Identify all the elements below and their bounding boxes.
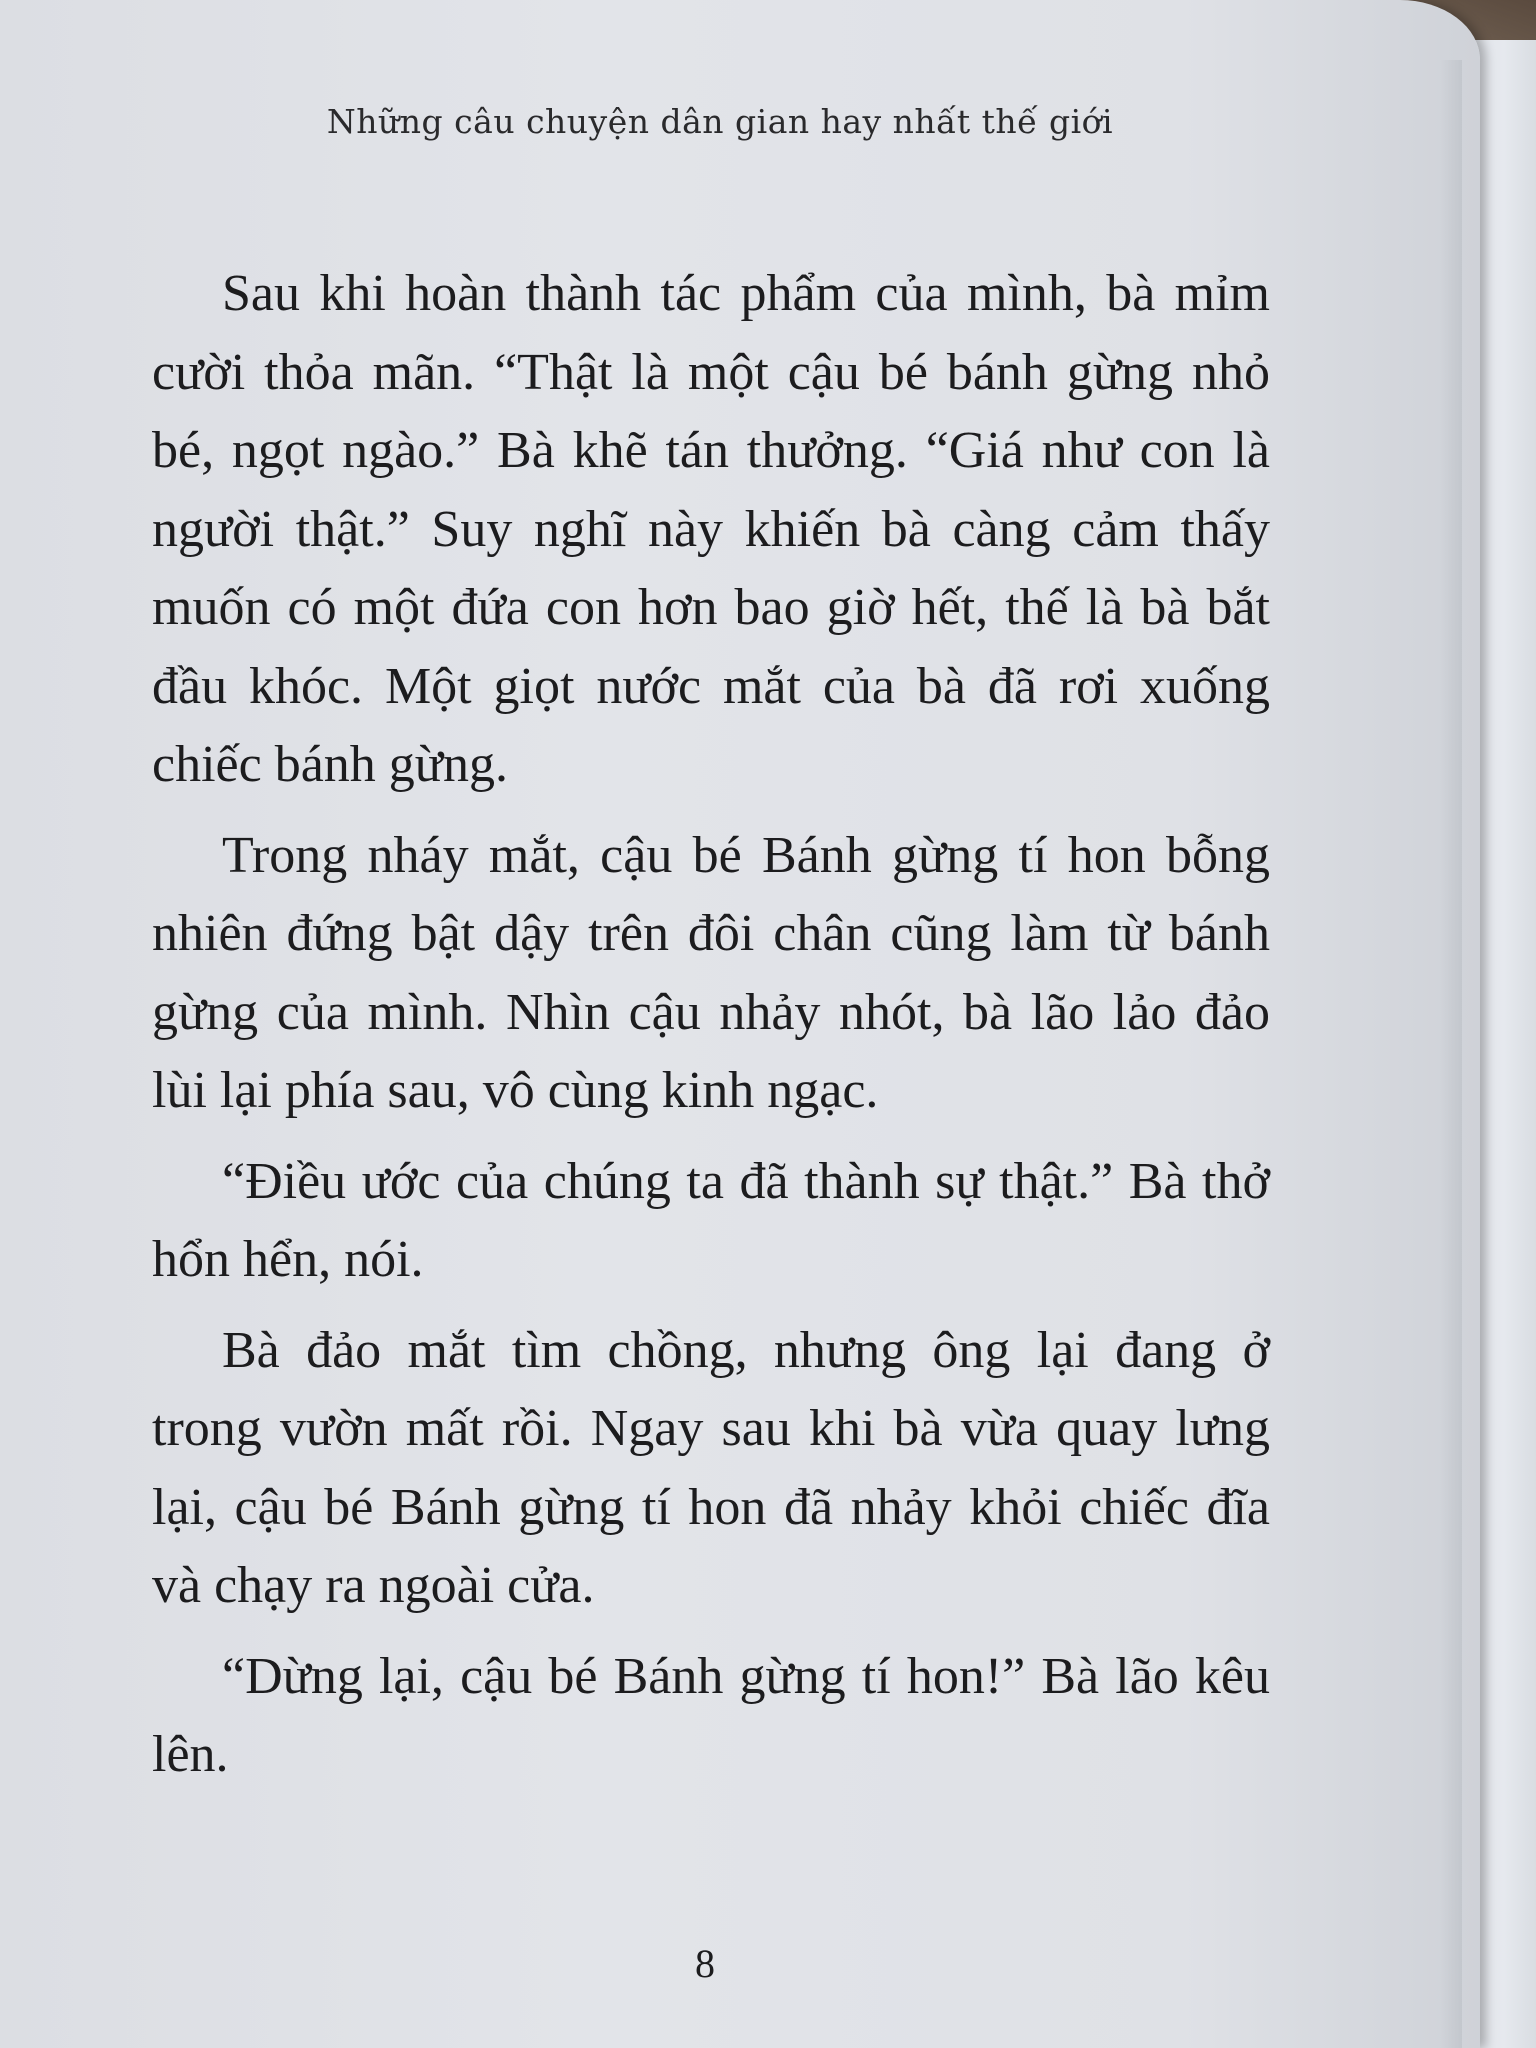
paragraph-3: “Điều ước của chúng ta đã thành sự thật.” Bà thở hổn hển, nói. [152,1152,1270,1288]
paragraph-5: “Dừng lại, cậu bé Bánh gừng tí hon!” Bà lão kêu lên. [152,1647,1270,1783]
page-edge-shadow [1440,60,1462,2048]
paragraph-4: Bà đảo mắt tìm chồng, nhưng ông lại đang ở trong vườn mất rồi. Ngay sau khi bà vừa quay lưng lại, cậu bé Bánh gừng tí hon đã nhảy khỏi chiếc đĩa và chạy ra ngoài cửa. [152,1321,1270,1614]
paragraph-1: Sau khi hoàn thành tác phẩm của mình, bà mỉm cười thỏa mãn. “Thật là một cậu bé bánh gừng nhỏ bé, ngọt ngào.” Bà khẽ tán thưởng. “Giá như con là người thật.” Suy nghĩ này khiến bà càng cảm thấy muốn có một đứa con hơn bao giờ hết, thế là bà bắt đầu khóc. Một giọt nước mắt của bà đã rơi xuống chiếc bánh gừng. [152,265,1270,793]
running-head: Những câu chuyện dân gian hay nhất thế giới [326,102,1114,141]
page-number: 8 [695,1941,715,1986]
page-body [152,255,1270,1807]
paragraph-2: Trong nháy mắt, cậu bé Bánh gừng tí hon bỗng nhiên đứng bật dậy trên đôi chân cũng làm từ bánh gừng của mình. Nhìn cậu nhảy nhót, bà lão lảo đảo lùi lại phía sau, vô cùng kinh ngạc. [152,826,1270,1119]
